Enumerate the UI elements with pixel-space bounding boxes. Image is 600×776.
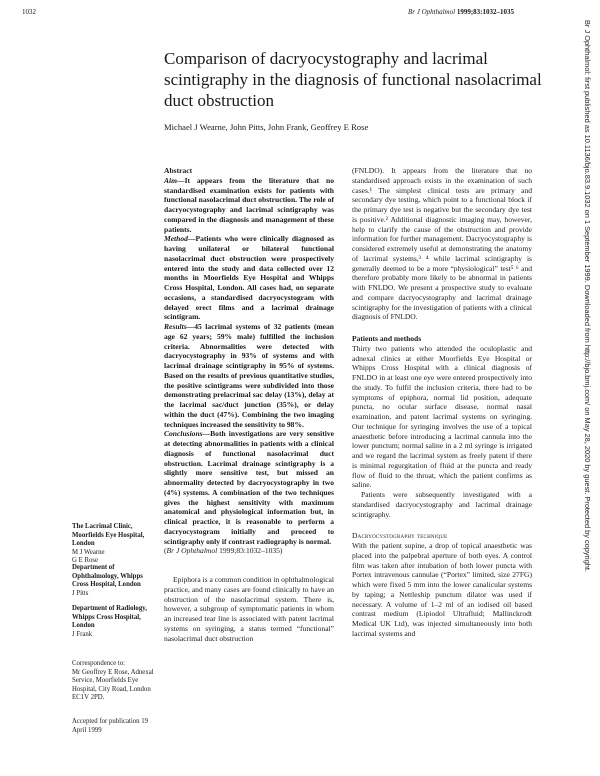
affiliation-moorfields-name: The Lacrimal Clinic, Moorfields Eye Hospital, London — [72, 523, 145, 547]
affiliation-radiology-name: Department of Radiology, Whipps Cross Hospital, London — [72, 605, 147, 629]
intro-paragraph: Epiphora is a common condition in ophthalmological practice, and many cases are found clinically to have an obstruction of the nasolacrimal system. There is, however, a subgroup of symptomatic patients in whom an increased tear line is associated with patent lacrimal systems on syringing, a status termed “functional” nasolacrimal duct obstruction — [164, 575, 334, 643]
aim-text: —It appears from the literature that no standardised examination exists for patients with functional nasolacrimal duct obstruction. The role of dacryocystography and lacrimal scintigraphy was compared in the diagnosis and management of these patients. — [164, 175, 334, 234]
affiliation-moorfields-authors: M J Wearne G E Rose — [72, 548, 105, 564]
affiliation-radiology — [72, 605, 156, 639]
affiliation-ophthalmology — [72, 564, 156, 598]
results-text: —45 lacrimal systems of 32 patients (mean age 62 years; 59% male) fulfilled the inclusion criteria. Abnormalities were detected with dacryocystography in 93% of systems and with lacrimal drainage scintigraphy in 95% of systems. Based on the results of previous quantitative studies, the positive scintigrams were subdivided into those demonstrating prelacrimal sac delay (13%), delay at the lacrimal sac/duct junction (35%), or delay within the duct (47%). Combining the two imaging techniques increased the sensitivity to 98%. — [164, 322, 334, 429]
affiliation-radiology-authors: J Frank — [72, 630, 93, 638]
conclusions-label: Conclusions — [164, 429, 203, 439]
citation-open: ( — [164, 546, 167, 556]
side-download-note-text: Br J Ophthalmol: first published as 10.1136/bjo.83.9.1032 on 1 September 1999. Downloaded from http://bjo.bmj.com/ on May 28, 2020 by guest. Protected by copyright. — [583, 20, 592, 573]
method-text: —Patients who were clinically diagnosed as having unilateral or bilateral functional nasolacrimal duct obstruction were prospectively entered into the study and data collected over 12 months in Moorfields Eye Hospital and Whipps Cross Hospital, London. All cases had, on separate occasions, a standardised dacryocystogram with delayed erect films and a lacrimal drainage scintigram. — [164, 234, 334, 322]
article-title: Comparison of dacryocystography and lacrimal scintigraphy in the diagnosis of functional nasolacrimal duct obstruction — [164, 49, 542, 110]
abstract-results — [164, 322, 334, 429]
dcg-technique-heading: Dacryocystography technique — [352, 531, 448, 541]
page-number: 1032 — [22, 8, 36, 16]
intro-continued: (FNLDO). It appears from the literature that no standardised approach exists in the examination of such cases.¹ The simplest clinical tests are primary and secondary dye testing, which point to a functional block if the primary dye test is negative but the secondary dye test is positive.² Additional diagnostic imaging may, however, help to clarify the cause of the obstruction and provide information for further management. Dacryocystography is considered extremely useful at demonstrating the anatomy of lacrimal systems,³ ⁴ while lacrimal scintigraphy is generally deemed to be a more “physiological” test⁵ ⁶ and therefore probably more likely to be abnormal in patients with FNLDO. We present a prospective study to evaluate and compare dacryocystography and lacrimal drainage scintigraphy for the investigation of patients with a clinical diagnosis of FNLDO. — [352, 166, 532, 322]
left-column — [164, 166, 334, 643]
citation-text: 1999;83:1032–1035) — [217, 546, 283, 556]
dcg-technique-paragraph: With the patient supine, a drop of topical anaesthetic was placed into the palpebral aperture of both eyes. A control film was taken after intubation of both lower puncta with Portex intravenous cannulae (“Portex” limited, size 27FG) which were fixed 5 mm into the lower canalicular systems by taping; a Nettleship punctum dilator was used if necessary. A volume of 1–2 ml of an iodised oil based contrast medium (Lipiodol Ultrafluid; Mallinckrodt Medical UK Ltd), was injected simultaneously into both lacrimal systems and — [352, 541, 532, 638]
abstract-aim — [164, 176, 334, 235]
conclusions-text: —Both investigations are very sensitive at detecting abnormalities in patients with a clinical diagnosis of functional nasolacrimal duct obstruction. Lacrimal drainage scintigraphy is a slightly more sensitive test, but missed an abnormality detected by dacryocystography in two (4%) systems. A combination of the two techniques gives the highest sensitivity with maximum anatomical and physiological information but, in clinical practice, it is reasonable to perform a dacryocystogram initially and proceed to scintigraphy only if contrast radiography is normal. — [164, 429, 334, 546]
methods-paragraph-1: Thirty two patients who attended the oculoplastic and adnexal clinics at either Moorfields Eye Hospital or Whipps Cross Hospital with a clinical diagnosis of FNLDO in at least one eye were entered prospectively into the study. To fulfil the inclusion criteria, there had to be symptoms of epiphora, normal lid position, adequate puncta, no ocular surface disease, normal nasal examination, and patent lacrimal systems on syringing. Our technique for syringing involves the use of a topical anaesthetic before introducing a lacrimal cannula into the lower punctum; normal saline in a 2 ml syringe is irrigated and we regard the lacrimal system as freely patent if there is minimal regurgitation of fluid at the puncta and ready flow of fluid to the throat, which the patient confirms as saline. — [352, 343, 532, 490]
methods-heading: Patients and methods — [352, 334, 422, 343]
correspondence — [72, 660, 156, 703]
method-label: Method — [164, 234, 188, 244]
correspondence-address: Mr Geoffrey E Rose, Adnexal Service, Moorfields Eye Hospital, City Road, London EC1V 2PD. — [72, 668, 154, 701]
abstract-conclusions — [164, 429, 334, 546]
correspondence-label: Correspondence to: — [72, 660, 126, 667]
affiliation-ophthalmology-authors: J Pitts — [72, 589, 89, 597]
right-column — [352, 166, 532, 639]
running-header — [408, 8, 514, 16]
acceptance-date — [72, 718, 156, 735]
affiliation-ophthalmology-name: Department of Ophthalmology, Whipps Cross Hospital, London — [72, 564, 143, 588]
abstract-citation — [164, 546, 334, 556]
methods-paragraph-2: Patients were subsequently investigated with a standardised dacryocystography and lacrimal drainage scintigraphy. — [352, 490, 532, 519]
running-header-citation: 1999;83:1032–1035 — [456, 8, 514, 16]
side-download-note — [582, 20, 593, 760]
author-list: Michael J Wearne, John Pitts, John Frank, Geoffrey E Rose — [164, 122, 369, 132]
citation-journal: Br J Ophthalmol — [166, 546, 218, 556]
aim-label: Aim — [164, 175, 178, 185]
abstract-heading: Abstract — [164, 166, 193, 175]
results-label: Results — [164, 322, 187, 331]
abstract-method — [164, 234, 334, 322]
running-header-journal: Br J Ophthalmol — [408, 8, 456, 16]
acceptance-text: Accepted for publication 19 April 1999 — [72, 718, 149, 734]
affiliation-moorfields — [72, 523, 156, 566]
